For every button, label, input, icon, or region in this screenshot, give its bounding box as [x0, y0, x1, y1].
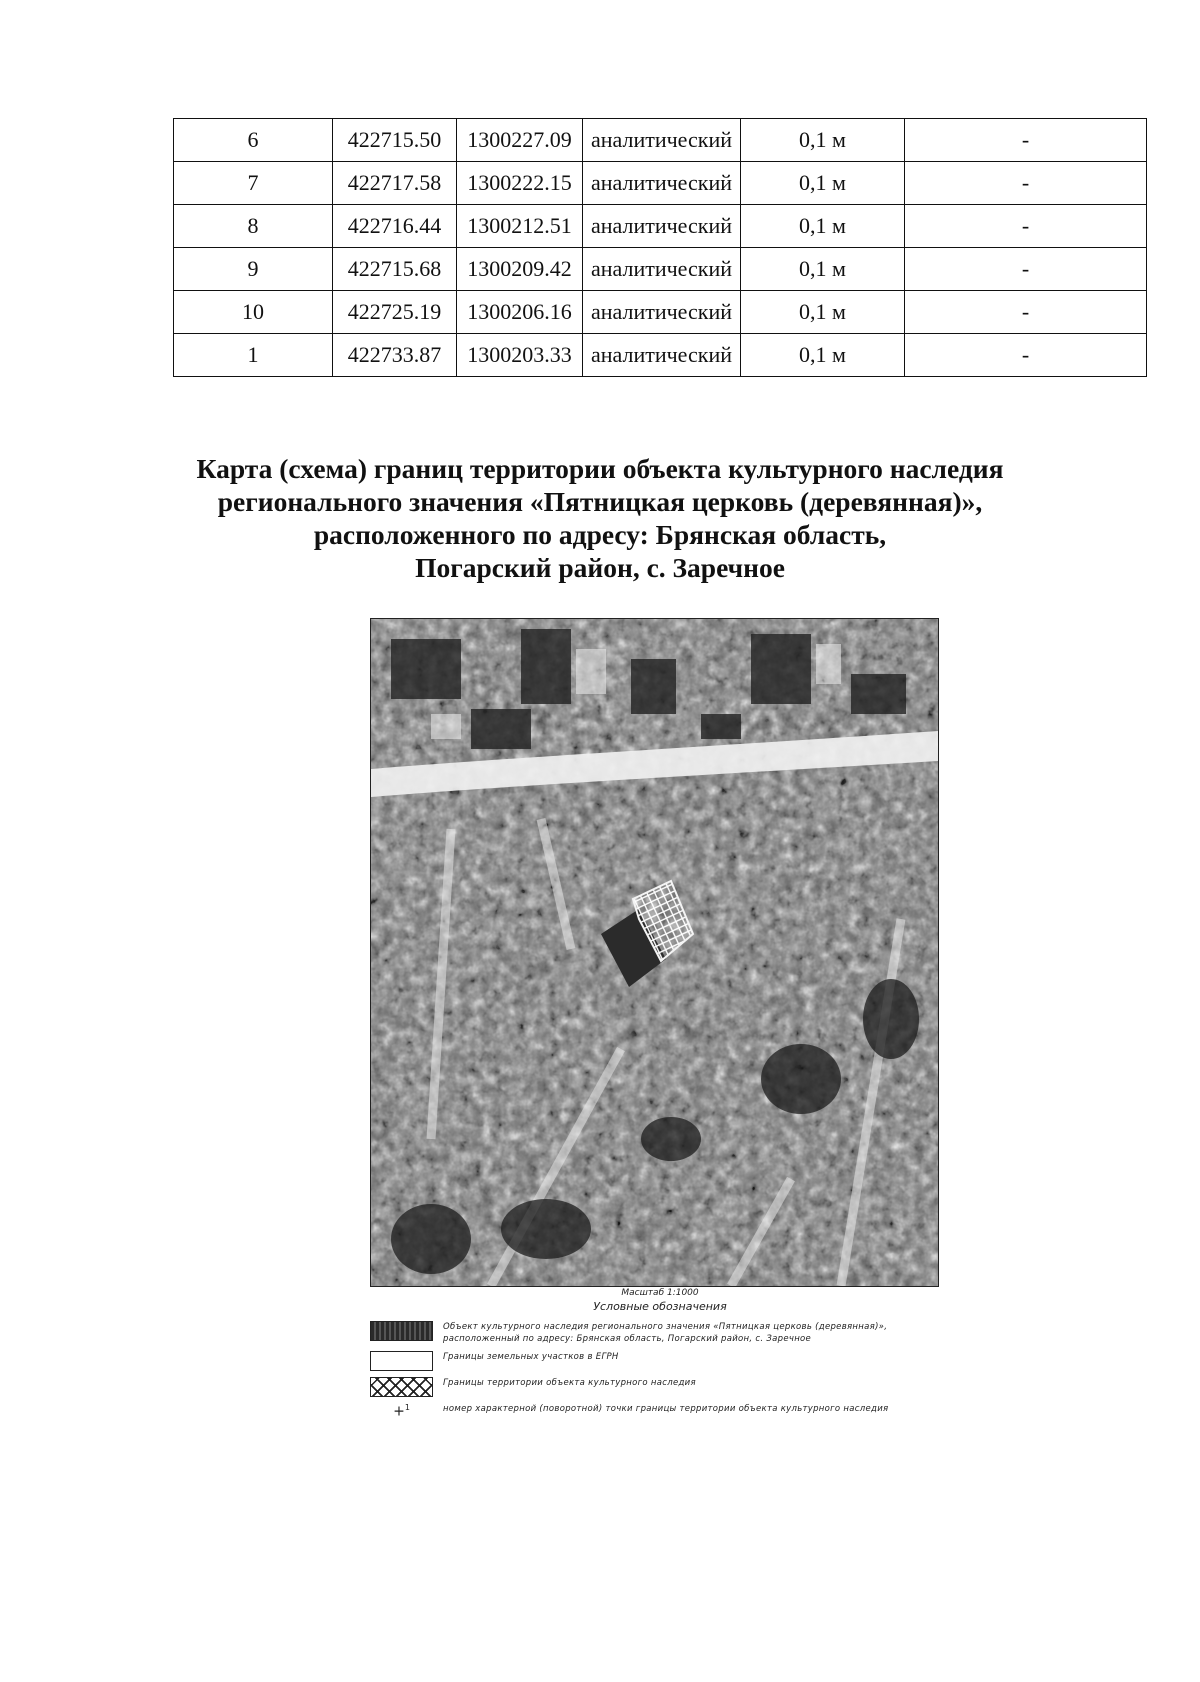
table-cell: 10 [174, 291, 333, 334]
legend-item-territory-border [370, 1377, 950, 1397]
legend-item-turning-point [370, 1403, 950, 1420]
table-row [174, 205, 1147, 248]
table-cell: аналитический [583, 291, 741, 334]
table-cell: 422715.68 [333, 248, 457, 291]
legend-item-land-plots [370, 1351, 950, 1371]
table-cell: - [905, 205, 1147, 248]
table-cell: 1300212.51 [457, 205, 583, 248]
legend-item-heritage-object [370, 1321, 950, 1345]
table-cell: 6 [174, 119, 333, 162]
table-cell: аналитический [583, 119, 741, 162]
table-cell: 1300203.33 [457, 334, 583, 377]
map-title [150, 452, 1050, 584]
table-row [174, 162, 1147, 205]
table-cell: 0,1 м [741, 162, 905, 205]
title-line: Погарский район, с. Заречное [415, 552, 785, 583]
table-cell: 422733.87 [333, 334, 457, 377]
hatch-swatch [370, 1377, 433, 1397]
table-cell: 422725.19 [333, 291, 457, 334]
map-legend [370, 1288, 950, 1426]
table-cell: аналитический [583, 205, 741, 248]
table-cell: 0,1 м [741, 334, 905, 377]
table-cell: 1300206.16 [457, 291, 583, 334]
table-cell: - [905, 248, 1147, 291]
legend-text: номер характерной (поворотной) точки границы территории объекта культурного наследия [443, 1404, 889, 1414]
legend-text: Границы территории объекта культурного наследия [443, 1378, 696, 1388]
table-cell: 0,1 м [741, 248, 905, 291]
map-scale: Масштаб 1:1000 [621, 1288, 699, 1298]
table-cell: аналитический [583, 162, 741, 205]
title-line: расположенного по адресу: Брянская область, [313, 519, 887, 550]
table-cell: 8 [174, 205, 333, 248]
table-cell: 0,1 м [741, 119, 905, 162]
table-row [174, 334, 1147, 377]
title-line: регионального значения «Пятницкая церковь (деревянная)», [217, 486, 983, 517]
coordinates-table [173, 118, 1147, 377]
table-cell: 422716.44 [333, 205, 457, 248]
dark-fill-swatch [370, 1321, 433, 1341]
aerial-map-image [370, 618, 939, 1287]
table-cell: - [905, 119, 1147, 162]
legend-heading: Условные обозначения [593, 1300, 727, 1313]
aerial-photo [371, 619, 938, 1286]
table-cell: аналитический [583, 248, 741, 291]
legend-text: Границы земельных участков в ЕГРН [443, 1352, 619, 1362]
table-cell: 1300222.15 [457, 162, 583, 205]
table-cell: 7 [174, 162, 333, 205]
table-row [174, 119, 1147, 162]
table-cell: аналитический [583, 334, 741, 377]
table-cell: 422715.50 [333, 119, 457, 162]
table-cell: 1 [174, 334, 333, 377]
legend-text: Объект культурного наследия регионального значения «Пятницкая церковь (деревянная)», расположенный по адресу: Брянская область, Погарский район, с. Заречное [443, 1322, 888, 1344]
table-row [174, 291, 1147, 334]
table-cell: - [905, 334, 1147, 377]
point-marker-icon: +$^1$ [393, 1403, 410, 1420]
table-cell: 1300209.42 [457, 248, 583, 291]
table-cell: - [905, 162, 1147, 205]
table-cell: - [905, 291, 1147, 334]
table-row [174, 248, 1147, 291]
table-cell: 422717.58 [333, 162, 457, 205]
table-cell: 1300227.09 [457, 119, 583, 162]
outline-swatch [370, 1351, 433, 1371]
table-cell: 9 [174, 248, 333, 291]
title-line: Карта (схема) границ территории объекта культурного наследия [196, 453, 1004, 484]
table-cell: 0,1 м [741, 291, 905, 334]
table-cell: 0,1 м [741, 205, 905, 248]
